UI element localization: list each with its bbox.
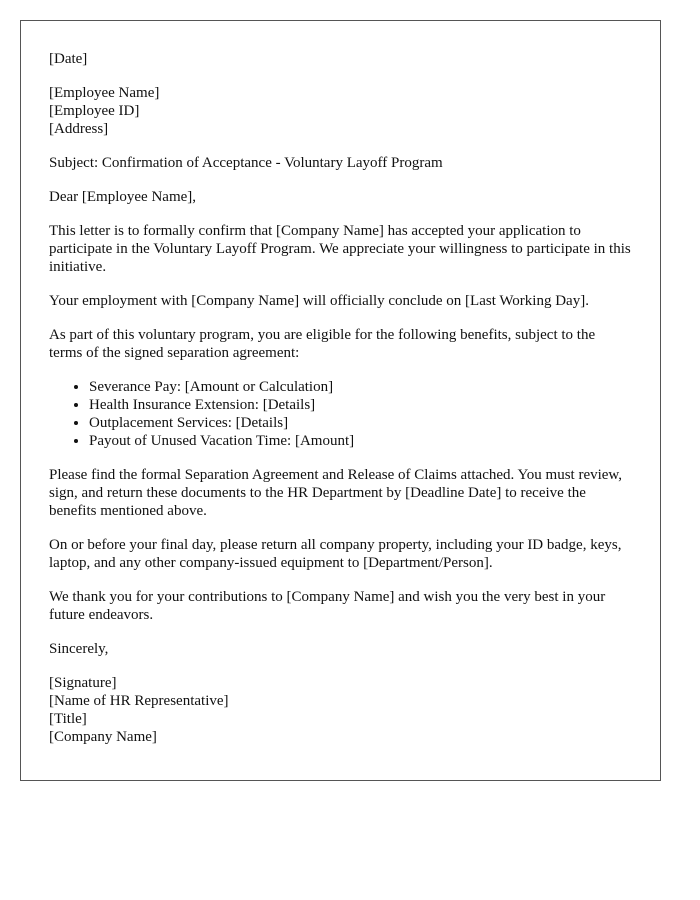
benefits-list (49, 378, 632, 450)
benefit-list-item: • Outplacement Services: [Details] (89, 414, 632, 432)
signature-line: [Signature] (49, 675, 117, 691)
benefits-intro-paragraph: As part of this voluntary program, you are eligible for the following benefits, subject to the terms of the signed separation agreement: (49, 327, 596, 361)
hr-representative-name: [Name of HR Representative] (49, 693, 229, 709)
recipient-address: [Address] (49, 121, 109, 137)
employment-end-paragraph: Your employment with [Company Name] will officially conclude on [Last Working Day]. (49, 293, 589, 309)
intro-paragraph: This letter is to formally confirm that [Company Name] has accepted your application to participate in the Voluntary Layoff Program. We appreciate your willingness to participate in this initiative. (49, 223, 631, 275)
thanks-paragraph: We thank you for your contributions to [Company Name] and wish you the very best in your future endeavors. (49, 589, 606, 623)
benefit-list-item: • Payout of Unused Vacation Time: [Amount] (89, 432, 632, 450)
letter-salutation: Dear [Employee Name], (49, 189, 197, 205)
letter-page (20, 20, 661, 781)
letter-date: [Date] (49, 51, 88, 67)
property-paragraph: On or before your final day, please return all company property, including your ID badge, keys, laptop, and any other company-issued equipment to [Department/Person]. (49, 537, 622, 571)
benefit-list-item: • Health Insurance Extension: [Details] (89, 396, 632, 414)
letter-closing: Sincerely, (49, 641, 109, 657)
benefit-list-item: • Severance Pay: [Amount or Calculation] (89, 378, 632, 396)
recipient-address-block (49, 84, 632, 138)
company-name: [Company Name] (49, 729, 157, 745)
recipient-name: [Employee Name] (49, 85, 160, 101)
recipient-id: [Employee ID] (49, 103, 140, 119)
hr-representative-title: [Title] (49, 711, 87, 727)
agreement-paragraph: Please find the formal Separation Agreement and Release of Claims attached. You must review, sign, and return these documents to the HR Department by [Deadline Date] to receive the benefits mentioned above. (49, 467, 623, 519)
letter-subject: Subject: Confirmation of Acceptance - Voluntary Layoff Program (49, 155, 443, 171)
signature-block (49, 674, 632, 746)
